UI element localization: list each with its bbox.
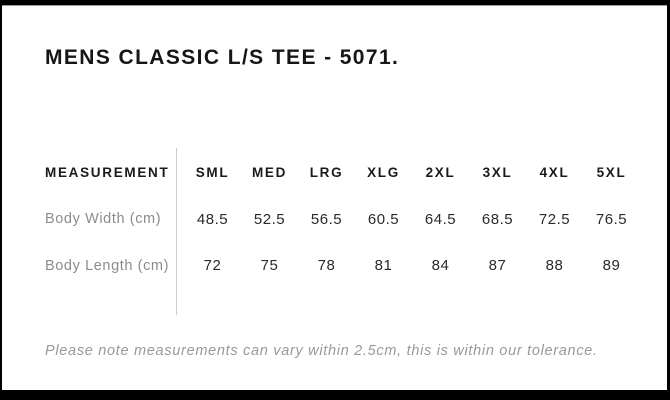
body-length-3xl: 87 — [488, 257, 507, 274]
column-header-xlg: XLG — [367, 164, 400, 180]
body-length-5xl: 89 — [602, 257, 621, 274]
page-title: MENS CLASSIC L/S TEE - 5071. — [45, 46, 400, 69]
body-length-xlg: 81 — [374, 257, 393, 274]
column-header-2xl: 2XL — [425, 164, 456, 180]
body-length-4xl: 88 — [545, 257, 564, 274]
body-width-xlg: 60.5 — [367, 210, 400, 228]
body-width-sml: 48.5 — [196, 210, 229, 228]
body-width-3xl: 68.5 — [481, 210, 514, 228]
size-table — [45, 148, 640, 289]
body-length-lrg: 78 — [317, 257, 336, 274]
body-length-med: 75 — [260, 257, 279, 274]
column-header-lrg: LRG — [309, 164, 344, 180]
body-width-5xl: 76.5 — [595, 210, 628, 228]
body-width-med: 52.5 — [253, 210, 286, 228]
column-header-measurement: MEASUREMENT — [45, 164, 170, 180]
row-label-body-length: Body Length (cm) — [45, 257, 170, 274]
column-header-sml: SML — [195, 164, 230, 180]
body-length-2xl: 84 — [431, 257, 450, 274]
body-length-sml: 72 — [203, 257, 222, 274]
body-width-lrg: 56.5 — [310, 210, 343, 228]
column-header-5xl: 5XL — [596, 164, 627, 180]
row-label-body-width: Body Width (cm) — [45, 211, 162, 227]
column-header-med: MED — [251, 164, 288, 180]
column-header-3xl: 3XL — [482, 164, 513, 180]
column-header-4xl: 4XL — [539, 164, 570, 180]
tolerance-note: Please note measurements can vary within 2.5cm, this is within our tolerance. — [45, 343, 598, 359]
body-width-4xl: 72.5 — [538, 210, 571, 228]
body-width-2xl: 64.5 — [424, 210, 457, 228]
